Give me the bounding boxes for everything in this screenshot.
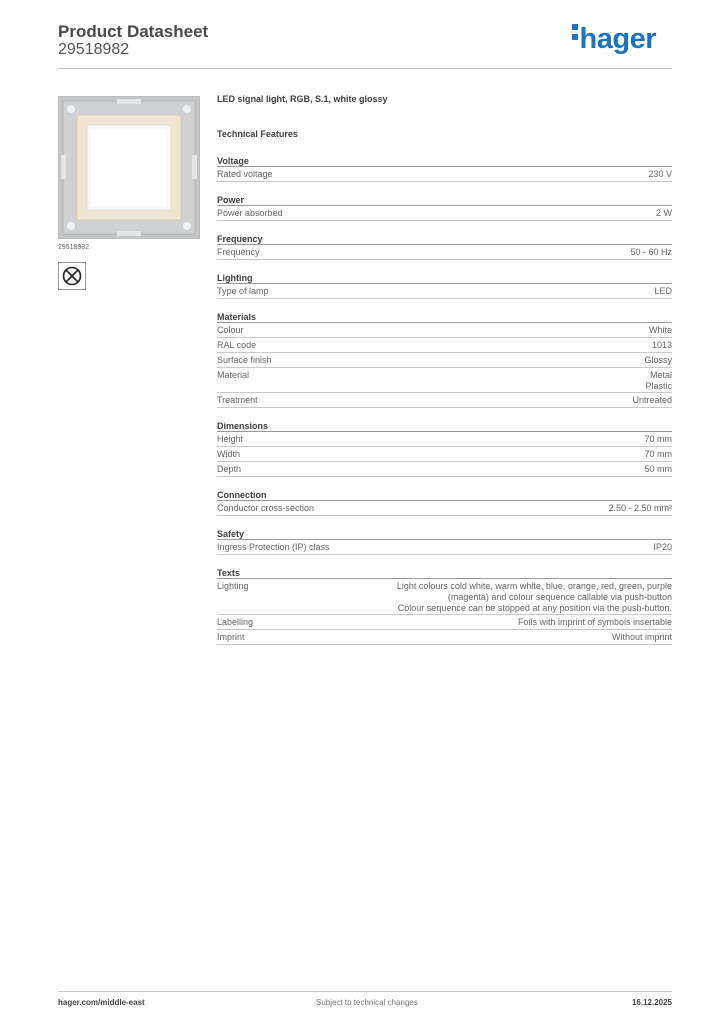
spec-label: Ingress Protection (IP) class — [217, 542, 330, 552]
section-title: Lighting — [217, 272, 672, 284]
spec-value — [612, 632, 672, 643]
spec-value-line: 50 mm — [644, 464, 672, 474]
lamp-symbol-icon — [58, 262, 86, 290]
spec-value — [649, 325, 672, 336]
spec-value-line: IP20 — [653, 542, 672, 552]
spec-value-line: White — [648, 325, 672, 335]
footer-notice: Subject to technical changes — [316, 998, 418, 1007]
spec-label: Depth — [217, 464, 242, 474]
spec-row — [217, 206, 672, 221]
spec-value-line: Foils with imprint of symbols insertable — [517, 617, 672, 627]
datasheet-content — [217, 94, 672, 645]
spec-row — [217, 323, 672, 338]
spec-value-line: Glossy — [644, 355, 672, 365]
spec-value-line: 70 mm — [644, 434, 672, 444]
spec-value-line: 2 W — [655, 208, 672, 218]
spec-label: Conductor cross-section — [217, 503, 315, 513]
spec-value-line: 1013 — [651, 340, 672, 350]
spec-value — [397, 581, 672, 614]
spec-label: Height — [217, 434, 244, 444]
spec-value-line: Without imprint — [611, 632, 672, 642]
spec-value-line: Light colours cold white, warm white, blue, orange, red, green, purple — [396, 581, 672, 591]
spec-value — [644, 449, 672, 460]
spec-value — [518, 617, 672, 628]
hager-logo — [572, 20, 656, 56]
page-footer — [58, 998, 672, 1010]
spec-value — [644, 464, 672, 475]
spec-row — [217, 615, 672, 630]
page-title: Product Datasheet — [58, 22, 209, 41]
section-title: Power — [217, 194, 672, 206]
spec-value — [648, 169, 672, 180]
spec-value-line: Untreated — [632, 395, 672, 405]
footer-website: hager.com/middle-east — [58, 998, 145, 1007]
spec-value — [652, 340, 672, 351]
spec-row — [217, 579, 672, 615]
spec-row — [217, 338, 672, 353]
section-title: Materials — [217, 311, 672, 323]
section-title: Dimensions — [217, 420, 672, 432]
section-title: Safety — [217, 528, 672, 540]
spec-value — [656, 208, 672, 219]
spec-value-line: 2.50 - 2.50 mm² — [608, 503, 672, 513]
page-header — [58, 20, 672, 70]
spec-row — [217, 393, 672, 408]
spec-value-line: 230 V — [648, 169, 672, 179]
spec-sections — [217, 155, 672, 645]
spec-value — [653, 542, 672, 553]
spec-value-line: Metal — [649, 370, 672, 380]
spec-label: Material — [217, 370, 250, 380]
spec-label: Colour — [217, 325, 244, 335]
footer-date: 16.12.2025 — [631, 998, 672, 1007]
spec-value — [645, 370, 672, 392]
spec-value-line: (magenta) and colour sequence callable via push-button — [447, 592, 672, 602]
spec-label: Treatment — [217, 395, 258, 405]
header-divider — [58, 68, 672, 69]
product-name: LED signal light, RGB, S.1, white glossy — [217, 94, 388, 104]
spec-row — [217, 432, 672, 447]
spec-label: Lighting — [217, 581, 249, 591]
spec-row — [217, 167, 672, 182]
spec-value-line: 50 - 60 Hz — [630, 247, 672, 257]
spec-label: Width — [217, 449, 241, 459]
product-photo-icon — [59, 97, 199, 238]
spec-row — [217, 501, 672, 516]
spec-label: Labelling — [217, 617, 254, 627]
spec-row — [217, 630, 672, 645]
spec-row — [217, 245, 672, 260]
spec-value-line: 70 mm — [644, 449, 672, 459]
spec-label: RAL code — [217, 340, 257, 350]
logo-text: hager — [579, 23, 656, 55]
spec-row — [217, 462, 672, 477]
spec-row — [217, 368, 672, 393]
spec-label: Frequency — [217, 247, 260, 257]
image-caption: 29518982 — [58, 244, 90, 251]
product-image — [58, 96, 200, 239]
spec-row — [217, 284, 672, 299]
spec-label: Surface finish — [217, 355, 272, 365]
product-number: 29518982 — [58, 41, 130, 58]
spec-value — [654, 286, 672, 297]
section-title: Connection — [217, 489, 672, 501]
technical-features-heading: Technical Features — [217, 129, 298, 139]
spec-label: Rated voltage — [217, 169, 273, 179]
spec-value — [632, 395, 672, 406]
spec-label: Imprint — [217, 632, 245, 642]
section-title: Voltage — [217, 155, 672, 167]
section-title: Texts — [217, 567, 672, 579]
logo-colon-icon — [572, 20, 578, 44]
spec-value-line: Plastic — [645, 381, 672, 391]
spec-value-line: LED — [654, 286, 672, 296]
spec-row — [217, 353, 672, 368]
spec-label: Power absorbed — [217, 208, 283, 218]
spec-value — [630, 247, 672, 258]
footer-divider — [58, 991, 672, 992]
spec-row — [217, 447, 672, 462]
spec-row — [217, 540, 672, 555]
section-title: Frequency — [217, 233, 672, 245]
spec-value — [608, 503, 672, 514]
spec-value-line: Colour sequence can be stopped at any position via the push-button. — [397, 603, 672, 613]
spec-label: Type of lamp — [217, 286, 269, 296]
spec-value — [644, 355, 672, 366]
spec-value — [644, 434, 672, 445]
